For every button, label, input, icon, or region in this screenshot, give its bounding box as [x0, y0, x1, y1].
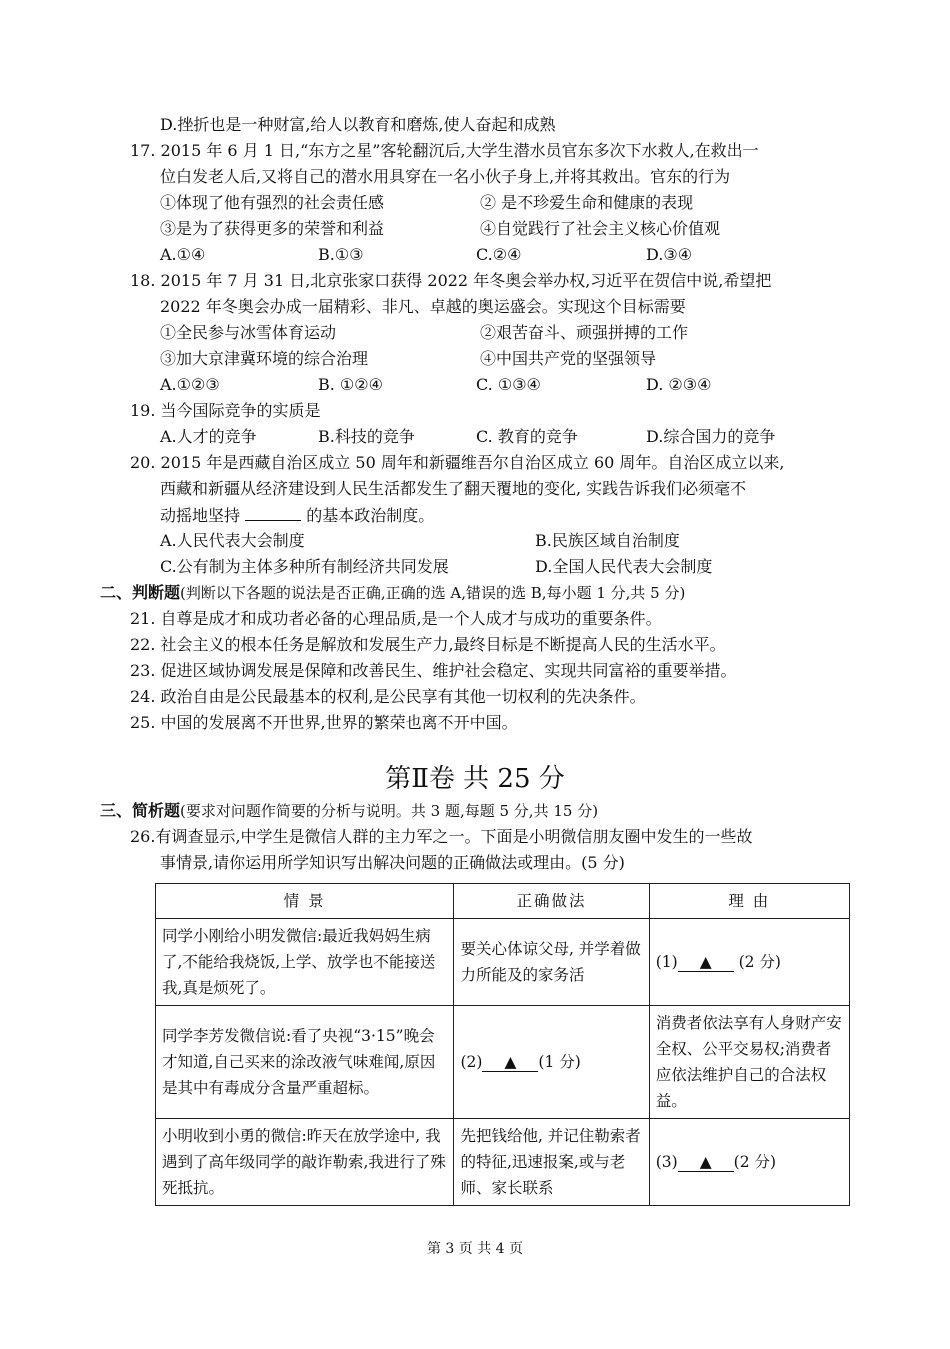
judge-item: 24. 政治自由是公民最基本的权利,是公民享有其他一切权利的先决条件。 [130, 687, 646, 706]
q18-statement-1: ①全民参与冰雪体育运动 [160, 323, 337, 342]
q20-option-a: A.人民代表大会制度 [160, 531, 305, 550]
section3-title: 三、简析题 [100, 801, 181, 820]
q19-option-a: A.人才的竞争 [160, 427, 257, 446]
table-row [156, 1119, 850, 1206]
table-row [156, 919, 850, 1006]
q17-statement-2: ② 是不珍爱生命和健康的表现 [480, 193, 694, 212]
method-score: (1 分) [538, 1053, 581, 1071]
q20-stem-line3 [160, 504, 434, 527]
q19-option-b: B.科技的竞争 [318, 427, 415, 446]
section3-header [100, 800, 598, 822]
header-reason: 理 由 [649, 884, 849, 919]
judge-item: 23. 促进区域协调发展是保障和改善民生、维护社会稳定、实现共同富裕的重要举措。 [130, 661, 737, 680]
q26-stem-line1: 26.有调查显示,中学生是微信人群的主力军之一。下面是小明微信朋友圈中发生的一些故 [130, 827, 753, 846]
q17-statement-1: ①体现了他有强烈的社会责任感 [160, 193, 385, 212]
scene-cell: 小明收到小勇的微信:昨天在放学途中, 我遇到了高年级同学的敲诈勒索,我进行了殊死抵抗。 [156, 1119, 454, 1206]
section2-title: 二、判断题 [100, 583, 181, 602]
reason-score: (2 分) [733, 953, 781, 971]
q20-stem-line1: 20. 2015 年是西藏自治区成立 50 周年和新疆维吾尔自治区成立 60 周年。自治区成立以来, [130, 453, 785, 472]
answer-blank[interactable]: ▲ [482, 1053, 538, 1072]
q17-statement-4: ④自觉践行了社会主义核心价值观 [480, 219, 721, 238]
scenario-table [155, 883, 850, 1206]
q20-stem-after-blank: 的基本政治制度。 [306, 506, 435, 525]
reason-number: (3) [655, 1153, 678, 1171]
q18-option-a: A.①②③ [160, 375, 220, 394]
answer-blank[interactable]: ▲ [678, 953, 734, 972]
q17-option-c: C.②④ [476, 245, 522, 264]
q20-stem-before-blank: 动摇地坚持 [160, 506, 241, 525]
judge-item: 21. 自尊是成才和成功者必备的心理品质,是一个人成才与成功的重要条件。 [130, 609, 662, 628]
scene-cell: 同学小刚给小明发微信:最近我妈妈生病了,不能给我烧饭,上学、放学也不能接送我,真是烦死了。 [156, 919, 454, 1006]
q17-statement-3: ③是为了获得更多的荣誉和利益 [160, 219, 385, 238]
reason-cell [649, 1119, 849, 1206]
answer-blank[interactable]: ▲ [678, 1153, 734, 1172]
judge-item: 22. 社会主义的根本任务是解放和发展生产力,最终目标是不断提高人民的生活水平。 [130, 635, 726, 654]
section3-note: (要求对问题作简要的分析与说明。共 3 题,每题 5 分,共 15 分) [180, 802, 599, 820]
q18-option-b: B. ①②④ [318, 375, 383, 394]
header-scene: 情 景 [156, 884, 454, 919]
q18-option-c: C. ①③④ [476, 375, 541, 394]
q18-statement-3: ③加大京津冀环境的综合治理 [160, 349, 369, 368]
q20-answer-blank [245, 504, 301, 521]
q17-stem-line1: 17. 2015 年 6 月 1 日,“东方之星”客轮翻沉后,大学生潜水员官东多次下水救人,在救出一 [130, 141, 759, 160]
q18-option-d: D. ②③④ [646, 375, 712, 394]
q26-stem-line2: 事情景,请你运用所学知识写出解决问题的正确做法或理由。(5 分) [160, 853, 625, 872]
q17-option-b: B.①③ [318, 245, 364, 264]
q19-option-c: C. 教育的竞争 [476, 427, 578, 446]
table-row [156, 1006, 850, 1119]
method-cell: 要关心体谅父母, 并学着做力所能及的家务活 [454, 919, 649, 1006]
q17-stem-line2: 位白发老人后,又将自己的潜水用具穿在一名小伙子身上,并将其救出。官东的行为 [160, 167, 731, 186]
method-cell: 先把钱给他, 并记住勒索者的特征,迅速报案,或与老师、家长联系 [454, 1119, 649, 1206]
q17-option-d: D.③④ [646, 245, 693, 264]
q20-stem-line2: 西藏和新疆从经济建设到人民生活都发生了翻天覆地的变化, 实践告诉我们必须毫不 [160, 479, 747, 498]
q19-option-d: D.综合国力的竞争 [646, 427, 776, 446]
reason-cell: 消费者依法享有人身财产安全权、公平交易权;消费者应依法维护自己的合法权益。 [649, 1006, 849, 1119]
q18-stem-line2: 2022 年冬奥会办成一届精彩、非凡、卓越的奥运盛会。实现这个目标需要 [160, 297, 686, 316]
q20-option-b: B.民族区域自治制度 [535, 531, 680, 550]
page-footer: 第 3 页 共 4 页 [426, 1241, 524, 1257]
method-cell [454, 1006, 649, 1119]
section2-note: (判断以下各题的说法是否正确,正确的选 A,错误的选 B,每小题 1 分,共 5 分) [180, 584, 686, 602]
q20-option-c: C.公有制为主体多种所有制经济共同发展 [160, 557, 449, 576]
method-number: (2) [460, 1053, 483, 1071]
reason-cell [649, 919, 849, 1006]
q20-option-d: D.全国人民代表大会制度 [535, 557, 713, 576]
q19-stem: 19. 当今国际竞争的实质是 [130, 401, 321, 420]
q18-statement-2: ②艰苦奋斗、顽强拼搏的工作 [480, 323, 689, 342]
judge-item: 25. 中国的发展离不开世界,世界的繁荣也离不开中国。 [130, 713, 518, 732]
section2-header [100, 582, 685, 604]
q16-option-d: D.挫折也是一种财富,给人以教育和磨炼,使人奋起和成熟 [160, 115, 556, 134]
q17-option-a: A.①④ [160, 245, 206, 264]
table-header-row [156, 884, 850, 919]
part2-title: 第Ⅱ卷 共 25 分 [385, 764, 565, 794]
q18-statement-4: ④中国共产党的坚强领导 [480, 349, 657, 368]
scene-cell: 同学李芳发微信说:看了央视“3·15”晚会才知道,自己买来的涂改液气味难闻,原因是其中有毒成分含量严重超标。 [156, 1006, 454, 1119]
reason-score: (2 分) [733, 1153, 777, 1171]
reason-number: (1) [655, 953, 678, 971]
header-method: 正确做法 [454, 884, 649, 919]
q18-stem-line1: 18. 2015 年 7 月 31 日,北京张家口获得 2022 年冬奥会举办权,习近平在贺信中说,希望把 [130, 271, 772, 290]
